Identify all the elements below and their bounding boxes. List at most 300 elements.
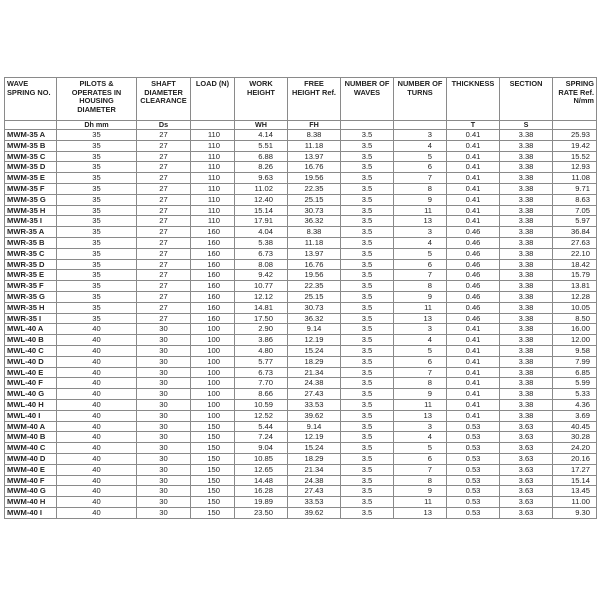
cell-spring-rate: 15.79 bbox=[553, 270, 597, 281]
cell-spring-no: MWM-35 E bbox=[5, 173, 57, 184]
table-row bbox=[5, 216, 597, 227]
cell-number-of-waves: 3.5 bbox=[341, 389, 394, 400]
cell-number-of-waves: 3.5 bbox=[341, 130, 394, 141]
cell-section: 3.63 bbox=[500, 464, 553, 475]
cell-shaft-diameter: 30 bbox=[137, 443, 191, 454]
cell-housing-diameter: 35 bbox=[57, 270, 137, 281]
cell-work-height: 5.51 bbox=[235, 140, 288, 151]
col-header-work-height: WORK HEIGHT bbox=[235, 78, 288, 121]
cell-number-of-turns: 4 bbox=[394, 140, 447, 151]
cell-housing-diameter: 40 bbox=[57, 356, 137, 367]
table-row bbox=[5, 507, 597, 518]
cell-free-height: 19.56 bbox=[288, 173, 341, 184]
cell-spring-no: MWM-35 A bbox=[5, 130, 57, 141]
col-header-spring-no: WAVE SPRING NO. bbox=[5, 78, 57, 121]
cell-free-height: 27.43 bbox=[288, 389, 341, 400]
table-row bbox=[5, 183, 597, 194]
table-row bbox=[5, 205, 597, 216]
cell-thickness: 0.53 bbox=[447, 464, 500, 475]
cell-thickness: 0.46 bbox=[447, 291, 500, 302]
cell-number-of-turns: 13 bbox=[394, 216, 447, 227]
cell-load: 100 bbox=[191, 345, 235, 356]
cell-thickness: 0.41 bbox=[447, 335, 500, 346]
cell-spring-no: MWM-40 G bbox=[5, 486, 57, 497]
cell-section: 3.63 bbox=[500, 507, 553, 518]
cell-load: 100 bbox=[191, 410, 235, 421]
cell-housing-diameter: 40 bbox=[57, 453, 137, 464]
cell-section: 3.38 bbox=[500, 281, 553, 292]
cell-free-height: 33.53 bbox=[288, 399, 341, 410]
cell-spring-no: MWM-40 F bbox=[5, 475, 57, 486]
cell-work-height: 9.42 bbox=[235, 270, 288, 281]
cell-spring-rate: 9.58 bbox=[553, 345, 597, 356]
cell-load: 110 bbox=[191, 173, 235, 184]
cell-load: 150 bbox=[191, 443, 235, 454]
cell-thickness: 0.46 bbox=[447, 248, 500, 259]
unit-cell: T bbox=[447, 121, 500, 130]
cell-free-height: 39.62 bbox=[288, 507, 341, 518]
cell-section: 3.38 bbox=[500, 345, 553, 356]
cell-number-of-turns: 5 bbox=[394, 151, 447, 162]
cell-number-of-turns: 6 bbox=[394, 453, 447, 464]
cell-load: 160 bbox=[191, 281, 235, 292]
table-row bbox=[5, 410, 597, 421]
unit-cell bbox=[191, 121, 235, 130]
cell-work-height: 14.48 bbox=[235, 475, 288, 486]
cell-free-height: 33.53 bbox=[288, 497, 341, 508]
cell-work-height: 10.85 bbox=[235, 453, 288, 464]
cell-spring-no: MWM-40 D bbox=[5, 453, 57, 464]
units-row bbox=[5, 121, 597, 130]
cell-housing-diameter: 40 bbox=[57, 399, 137, 410]
table-row bbox=[5, 356, 597, 367]
cell-thickness: 0.41 bbox=[447, 345, 500, 356]
cell-section: 3.38 bbox=[500, 140, 553, 151]
cell-work-height: 10.59 bbox=[235, 399, 288, 410]
table-header bbox=[5, 78, 597, 130]
cell-housing-diameter: 40 bbox=[57, 324, 137, 335]
cell-load: 110 bbox=[191, 140, 235, 151]
cell-thickness: 0.46 bbox=[447, 227, 500, 238]
cell-work-height: 9.04 bbox=[235, 443, 288, 454]
table-row bbox=[5, 389, 597, 400]
cell-free-height: 15.24 bbox=[288, 345, 341, 356]
col-header-housing-diameter: PILOTS & OPERATES IN HOUSING DIAMETER bbox=[57, 78, 137, 121]
cell-work-height: 10.77 bbox=[235, 281, 288, 292]
cell-number-of-waves: 3.5 bbox=[341, 140, 394, 151]
cell-shaft-diameter: 27 bbox=[137, 248, 191, 259]
cell-section: 3.63 bbox=[500, 453, 553, 464]
cell-shaft-diameter: 30 bbox=[137, 367, 191, 378]
cell-housing-diameter: 40 bbox=[57, 389, 137, 400]
cell-section: 3.63 bbox=[500, 497, 553, 508]
cell-spring-no: MWL-40 G bbox=[5, 389, 57, 400]
col-header-shaft-diameter: SHAFT DIAMETER CLEARANCE bbox=[137, 78, 191, 121]
cell-thickness: 0.41 bbox=[447, 324, 500, 335]
cell-spring-rate: 11.08 bbox=[553, 173, 597, 184]
cell-spring-no: MWL-40 F bbox=[5, 378, 57, 389]
cell-housing-diameter: 35 bbox=[57, 248, 137, 259]
cell-number-of-turns: 13 bbox=[394, 507, 447, 518]
cell-free-height: 25.15 bbox=[288, 194, 341, 205]
cell-load: 150 bbox=[191, 486, 235, 497]
cell-free-height: 24.38 bbox=[288, 378, 341, 389]
cell-thickness: 0.41 bbox=[447, 140, 500, 151]
cell-thickness: 0.41 bbox=[447, 367, 500, 378]
cell-free-height: 9.14 bbox=[288, 421, 341, 432]
cell-number-of-waves: 3.5 bbox=[341, 410, 394, 421]
cell-number-of-waves: 3.5 bbox=[341, 281, 394, 292]
cell-load: 110 bbox=[191, 151, 235, 162]
cell-work-height: 6.73 bbox=[235, 367, 288, 378]
cell-spring-rate: 36.84 bbox=[553, 227, 597, 238]
table-row bbox=[5, 486, 597, 497]
cell-number-of-turns: 13 bbox=[394, 410, 447, 421]
cell-thickness: 0.41 bbox=[447, 183, 500, 194]
cell-load: 150 bbox=[191, 464, 235, 475]
cell-section: 3.38 bbox=[500, 216, 553, 227]
cell-load: 150 bbox=[191, 432, 235, 443]
cell-section: 3.38 bbox=[500, 270, 553, 281]
cell-section: 3.38 bbox=[500, 302, 553, 313]
cell-shaft-diameter: 27 bbox=[137, 162, 191, 173]
cell-spring-no: MWM-40 E bbox=[5, 464, 57, 475]
cell-number-of-turns: 7 bbox=[394, 367, 447, 378]
cell-number-of-turns: 11 bbox=[394, 205, 447, 216]
cell-housing-diameter: 35 bbox=[57, 140, 137, 151]
cell-work-height: 8.66 bbox=[235, 389, 288, 400]
cell-spring-no: MWR-35 F bbox=[5, 281, 57, 292]
cell-spring-rate: 20.16 bbox=[553, 453, 597, 464]
cell-load: 110 bbox=[191, 194, 235, 205]
cell-number-of-turns: 9 bbox=[394, 486, 447, 497]
cell-free-height: 30.73 bbox=[288, 205, 341, 216]
cell-thickness: 0.41 bbox=[447, 216, 500, 227]
cell-spring-rate: 17.27 bbox=[553, 464, 597, 475]
cell-load: 160 bbox=[191, 227, 235, 238]
cell-free-height: 36.32 bbox=[288, 313, 341, 324]
table-row bbox=[5, 367, 597, 378]
cell-work-height: 5.38 bbox=[235, 237, 288, 248]
table-row bbox=[5, 399, 597, 410]
cell-number-of-turns: 13 bbox=[394, 313, 447, 324]
cell-number-of-turns: 6 bbox=[394, 259, 447, 270]
cell-housing-diameter: 35 bbox=[57, 194, 137, 205]
cell-housing-diameter: 35 bbox=[57, 130, 137, 141]
cell-number-of-waves: 3.5 bbox=[341, 497, 394, 508]
cell-section: 3.38 bbox=[500, 259, 553, 270]
cell-shaft-diameter: 30 bbox=[137, 475, 191, 486]
cell-number-of-turns: 3 bbox=[394, 324, 447, 335]
cell-housing-diameter: 35 bbox=[57, 237, 137, 248]
cell-section: 3.38 bbox=[500, 367, 553, 378]
cell-load: 110 bbox=[191, 205, 235, 216]
cell-number-of-waves: 3.5 bbox=[341, 335, 394, 346]
cell-load: 100 bbox=[191, 324, 235, 335]
cell-section: 3.38 bbox=[500, 313, 553, 324]
cell-spring-rate: 7.99 bbox=[553, 356, 597, 367]
cell-load: 100 bbox=[191, 378, 235, 389]
col-header-number-of-waves: NUMBER OF WAVES bbox=[341, 78, 394, 121]
table-row bbox=[5, 302, 597, 313]
unit-cell: WH bbox=[235, 121, 288, 130]
cell-spring-rate: 6.85 bbox=[553, 367, 597, 378]
cell-work-height: 4.14 bbox=[235, 130, 288, 141]
cell-number-of-waves: 3.5 bbox=[341, 443, 394, 454]
cell-shaft-diameter: 27 bbox=[137, 227, 191, 238]
cell-number-of-turns: 8 bbox=[394, 281, 447, 292]
cell-free-height: 30.73 bbox=[288, 302, 341, 313]
cell-spring-rate: 10.05 bbox=[553, 302, 597, 313]
cell-spring-no: MWR-35 A bbox=[5, 227, 57, 238]
cell-spring-rate: 9.30 bbox=[553, 507, 597, 518]
cell-thickness: 0.53 bbox=[447, 475, 500, 486]
cell-spring-no: MWR-35 G bbox=[5, 291, 57, 302]
table-row bbox=[5, 421, 597, 432]
cell-load: 160 bbox=[191, 291, 235, 302]
cell-shaft-diameter: 27 bbox=[137, 205, 191, 216]
cell-housing-diameter: 35 bbox=[57, 173, 137, 184]
cell-thickness: 0.46 bbox=[447, 270, 500, 281]
cell-thickness: 0.41 bbox=[447, 378, 500, 389]
cell-spring-no: MWL-40 C bbox=[5, 345, 57, 356]
cell-free-height: 27.43 bbox=[288, 486, 341, 497]
cell-section: 3.38 bbox=[500, 389, 553, 400]
cell-number-of-turns: 5 bbox=[394, 443, 447, 454]
cell-load: 100 bbox=[191, 389, 235, 400]
table-row bbox=[5, 173, 597, 184]
cell-section: 3.63 bbox=[500, 443, 553, 454]
table-row bbox=[5, 140, 597, 151]
cell-free-height: 12.19 bbox=[288, 432, 341, 443]
cell-number-of-turns: 7 bbox=[394, 270, 447, 281]
cell-thickness: 0.41 bbox=[447, 205, 500, 216]
cell-work-height: 19.89 bbox=[235, 497, 288, 508]
cell-shaft-diameter: 30 bbox=[137, 421, 191, 432]
cell-number-of-turns: 8 bbox=[394, 378, 447, 389]
cell-spring-rate: 15.14 bbox=[553, 475, 597, 486]
cell-housing-diameter: 40 bbox=[57, 335, 137, 346]
cell-number-of-waves: 3.5 bbox=[341, 486, 394, 497]
cell-section: 3.38 bbox=[500, 291, 553, 302]
cell-load: 160 bbox=[191, 237, 235, 248]
table-row bbox=[5, 248, 597, 259]
cell-free-height: 12.19 bbox=[288, 335, 341, 346]
cell-shaft-diameter: 30 bbox=[137, 410, 191, 421]
unit-cell bbox=[341, 121, 394, 130]
cell-thickness: 0.53 bbox=[447, 497, 500, 508]
cell-shaft-diameter: 30 bbox=[137, 356, 191, 367]
cell-spring-rate: 18.42 bbox=[553, 259, 597, 270]
cell-spring-no: MWM-35 H bbox=[5, 205, 57, 216]
cell-shaft-diameter: 27 bbox=[137, 140, 191, 151]
table-row bbox=[5, 345, 597, 356]
cell-thickness: 0.41 bbox=[447, 356, 500, 367]
cell-spring-rate: 12.28 bbox=[553, 291, 597, 302]
cell-number-of-waves: 3.5 bbox=[341, 464, 394, 475]
cell-number-of-waves: 3.5 bbox=[341, 453, 394, 464]
cell-spring-rate: 24.20 bbox=[553, 443, 597, 454]
cell-section: 3.38 bbox=[500, 151, 553, 162]
cell-thickness: 0.41 bbox=[447, 410, 500, 421]
table-row bbox=[5, 324, 597, 335]
table-row bbox=[5, 378, 597, 389]
cell-thickness: 0.53 bbox=[447, 507, 500, 518]
cell-housing-diameter: 40 bbox=[57, 475, 137, 486]
cell-thickness: 0.46 bbox=[447, 313, 500, 324]
cell-number-of-waves: 3.5 bbox=[341, 313, 394, 324]
table-row bbox=[5, 270, 597, 281]
cell-thickness: 0.41 bbox=[447, 151, 500, 162]
cell-free-height: 15.24 bbox=[288, 443, 341, 454]
cell-load: 160 bbox=[191, 313, 235, 324]
cell-spring-no: MWM-40 H bbox=[5, 497, 57, 508]
table-row bbox=[5, 464, 597, 475]
unit-cell: S bbox=[500, 121, 553, 130]
cell-housing-diameter: 40 bbox=[57, 507, 137, 518]
cell-thickness: 0.53 bbox=[447, 432, 500, 443]
cell-housing-diameter: 35 bbox=[57, 216, 137, 227]
cell-spring-no: MWM-35 F bbox=[5, 183, 57, 194]
cell-spring-no: MWL-40 H bbox=[5, 399, 57, 410]
cell-number-of-waves: 3.5 bbox=[341, 291, 394, 302]
cell-work-height: 9.63 bbox=[235, 173, 288, 184]
cell-shaft-diameter: 27 bbox=[137, 173, 191, 184]
cell-spring-rate: 9.71 bbox=[553, 183, 597, 194]
table-row bbox=[5, 237, 597, 248]
cell-number-of-waves: 3.5 bbox=[341, 324, 394, 335]
cell-load: 160 bbox=[191, 270, 235, 281]
col-header-load: LOAD (N) bbox=[191, 78, 235, 121]
cell-shaft-diameter: 30 bbox=[137, 335, 191, 346]
cell-housing-diameter: 35 bbox=[57, 313, 137, 324]
cell-section: 3.63 bbox=[500, 421, 553, 432]
table-row bbox=[5, 162, 597, 173]
cell-number-of-turns: 4 bbox=[394, 335, 447, 346]
cell-spring-no: MWM-40 B bbox=[5, 432, 57, 443]
cell-free-height: 9.14 bbox=[288, 324, 341, 335]
table-row bbox=[5, 259, 597, 270]
cell-number-of-waves: 3.5 bbox=[341, 259, 394, 270]
cell-number-of-waves: 3.5 bbox=[341, 237, 394, 248]
cell-number-of-turns: 3 bbox=[394, 130, 447, 141]
cell-work-height: 11.02 bbox=[235, 183, 288, 194]
cell-free-height: 36.32 bbox=[288, 216, 341, 227]
cell-number-of-turns: 3 bbox=[394, 227, 447, 238]
cell-spring-rate: 25.93 bbox=[553, 130, 597, 141]
cell-number-of-turns: 6 bbox=[394, 162, 447, 173]
cell-number-of-waves: 3.5 bbox=[341, 173, 394, 184]
cell-housing-diameter: 40 bbox=[57, 345, 137, 356]
cell-load: 100 bbox=[191, 399, 235, 410]
cell-load: 100 bbox=[191, 367, 235, 378]
cell-number-of-waves: 3.5 bbox=[341, 356, 394, 367]
cell-free-height: 11.18 bbox=[288, 237, 341, 248]
cell-number-of-turns: 9 bbox=[394, 291, 447, 302]
cell-spring-rate: 13.81 bbox=[553, 281, 597, 292]
cell-spring-no: MWR-35 E bbox=[5, 270, 57, 281]
cell-free-height: 13.97 bbox=[288, 151, 341, 162]
cell-work-height: 7.70 bbox=[235, 378, 288, 389]
cell-spring-rate: 19.42 bbox=[553, 140, 597, 151]
cell-section: 3.38 bbox=[500, 356, 553, 367]
cell-number-of-waves: 3.5 bbox=[341, 227, 394, 238]
cell-number-of-waves: 3.5 bbox=[341, 378, 394, 389]
cell-number-of-turns: 9 bbox=[394, 389, 447, 400]
cell-housing-diameter: 35 bbox=[57, 162, 137, 173]
cell-housing-diameter: 40 bbox=[57, 486, 137, 497]
cell-spring-no: MWR-35 D bbox=[5, 259, 57, 270]
cell-shaft-diameter: 27 bbox=[137, 130, 191, 141]
cell-shaft-diameter: 27 bbox=[137, 313, 191, 324]
cell-number-of-waves: 3.5 bbox=[341, 421, 394, 432]
cell-load: 150 bbox=[191, 421, 235, 432]
table-row bbox=[5, 151, 597, 162]
cell-number-of-waves: 3.5 bbox=[341, 367, 394, 378]
cell-load: 110 bbox=[191, 216, 235, 227]
cell-spring-rate: 15.52 bbox=[553, 151, 597, 162]
cell-number-of-turns: 11 bbox=[394, 302, 447, 313]
cell-section: 3.63 bbox=[500, 475, 553, 486]
cell-housing-diameter: 40 bbox=[57, 367, 137, 378]
unit-cell: Ds bbox=[137, 121, 191, 130]
cell-work-height: 12.40 bbox=[235, 194, 288, 205]
cell-spring-rate: 16.00 bbox=[553, 324, 597, 335]
cell-thickness: 0.41 bbox=[447, 399, 500, 410]
cell-load: 150 bbox=[191, 497, 235, 508]
cell-work-height: 5.77 bbox=[235, 356, 288, 367]
cell-section: 3.38 bbox=[500, 162, 553, 173]
cell-housing-diameter: 35 bbox=[57, 205, 137, 216]
unit-cell: FH bbox=[288, 121, 341, 130]
cell-thickness: 0.41 bbox=[447, 162, 500, 173]
cell-free-height: 21.34 bbox=[288, 464, 341, 475]
cell-thickness: 0.41 bbox=[447, 194, 500, 205]
cell-free-height: 21.34 bbox=[288, 367, 341, 378]
cell-work-height: 7.24 bbox=[235, 432, 288, 443]
cell-free-height: 22.35 bbox=[288, 281, 341, 292]
cell-number-of-turns: 4 bbox=[394, 237, 447, 248]
cell-section: 3.38 bbox=[500, 410, 553, 421]
cell-work-height: 8.08 bbox=[235, 259, 288, 270]
cell-work-height: 15.14 bbox=[235, 205, 288, 216]
table-row bbox=[5, 227, 597, 238]
cell-spring-no: MWL-40 E bbox=[5, 367, 57, 378]
cell-shaft-diameter: 27 bbox=[137, 270, 191, 281]
cell-number-of-waves: 3.5 bbox=[341, 151, 394, 162]
cell-spring-no: MWM-35 C bbox=[5, 151, 57, 162]
cell-number-of-waves: 3.5 bbox=[341, 194, 394, 205]
cell-free-height: 11.18 bbox=[288, 140, 341, 151]
cell-spring-rate: 13.45 bbox=[553, 486, 597, 497]
cell-housing-diameter: 40 bbox=[57, 410, 137, 421]
cell-housing-diameter: 40 bbox=[57, 464, 137, 475]
cell-thickness: 0.53 bbox=[447, 486, 500, 497]
cell-shaft-diameter: 30 bbox=[137, 432, 191, 443]
table-row bbox=[5, 130, 597, 141]
table-row bbox=[5, 194, 597, 205]
cell-spring-rate: 7.05 bbox=[553, 205, 597, 216]
cell-shaft-diameter: 27 bbox=[137, 291, 191, 302]
cell-work-height: 6.88 bbox=[235, 151, 288, 162]
table-body bbox=[5, 130, 597, 519]
cell-housing-diameter: 40 bbox=[57, 421, 137, 432]
cell-housing-diameter: 40 bbox=[57, 378, 137, 389]
cell-section: 3.38 bbox=[500, 324, 553, 335]
cell-housing-diameter: 35 bbox=[57, 227, 137, 238]
cell-work-height: 16.28 bbox=[235, 486, 288, 497]
cell-thickness: 0.41 bbox=[447, 130, 500, 141]
